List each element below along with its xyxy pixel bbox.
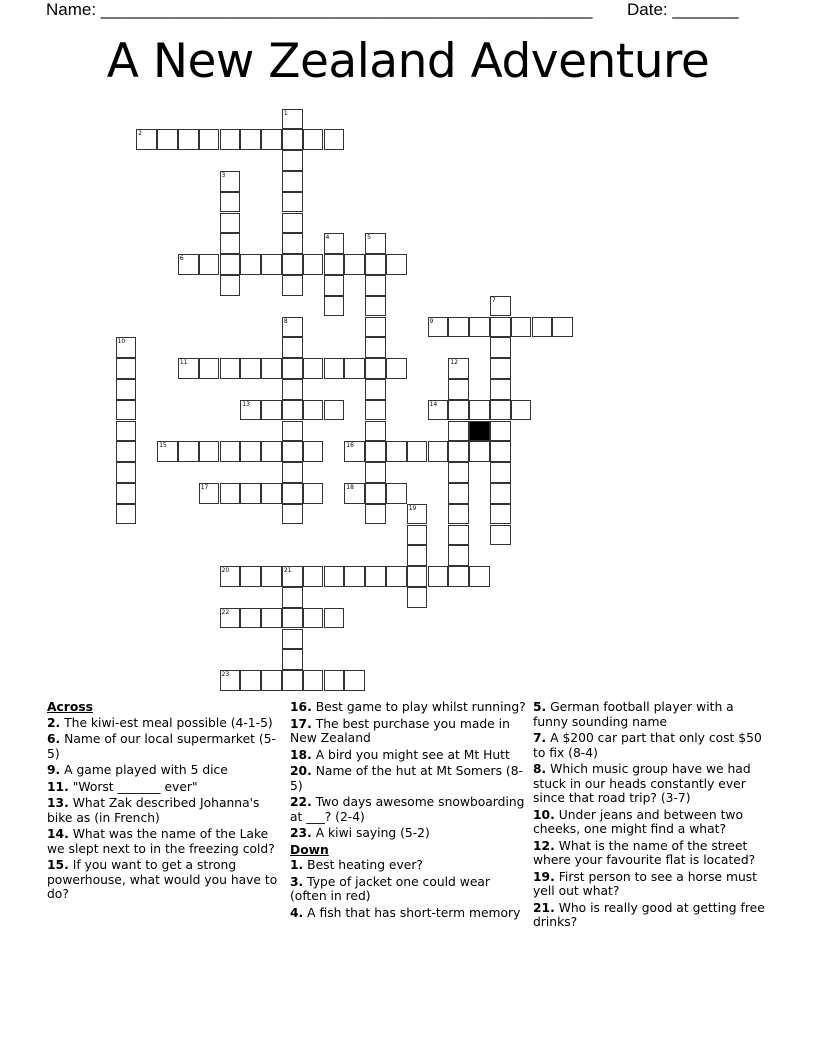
grid-cell[interactable] [240,566,261,587]
grid-cell[interactable] [199,129,220,150]
grid-cell[interactable] [178,358,199,379]
grid-cell[interactable] [324,129,345,150]
grid-cell[interactable] [324,254,345,275]
grid-cell[interactable] [240,608,261,629]
grid-cell[interactable] [490,296,511,317]
cell-number: 23 [221,671,230,679]
grid-cell[interactable] [365,275,386,296]
grid-cell[interactable] [490,462,511,483]
grid-cell[interactable] [282,317,303,338]
clue-down [290,858,528,873]
grid-cell[interactable] [344,441,365,462]
clue-number: 3. [290,874,304,889]
grid-cell[interactable] [220,358,241,379]
grid-cell[interactable] [490,504,511,525]
grid-cell[interactable] [511,400,532,421]
cell-number: 21 [283,567,292,575]
grid-cell[interactable] [199,358,220,379]
grid-cell[interactable] [220,483,241,504]
grid-cell[interactable] [490,379,511,400]
name-field-label: Name: ____________________________________________________ [46,0,593,19]
grid-cell[interactable] [365,337,386,358]
grid-cell[interactable] [282,649,303,670]
grid-cell[interactable] [282,483,303,504]
grid-cell[interactable] [407,441,428,462]
grid-cell[interactable] [448,545,469,566]
clue-number: 18. [290,747,312,762]
grid-cell[interactable] [282,358,303,379]
grid-cell[interactable] [261,358,282,379]
grid-cell[interactable] [282,192,303,213]
grid-cell[interactable] [116,441,137,462]
grid-cell[interactable] [386,483,407,504]
clue-across [290,717,528,746]
clue-across [290,700,528,715]
clue-down [533,731,771,760]
clue-number: 10. [533,807,555,822]
grid-cell[interactable] [303,483,324,504]
clue-text: Name of our local supermarket (5-5) [47,732,276,761]
grid-cell[interactable] [282,629,303,650]
grid-cell[interactable] [303,441,324,462]
clue-down [290,875,528,904]
clue-down [533,808,771,837]
grid-cell[interactable] [220,670,241,691]
grid-cell[interactable] [344,670,365,691]
clue-down [533,839,771,868]
clue-across [47,858,285,902]
clue-number: 23. [290,826,312,840]
grid-cell[interactable] [220,275,241,296]
clue-text: What Zak described Johanna's bike as (in French) [47,796,260,825]
clue-text: Best game to play whilst running? [315,700,526,714]
grid-cell[interactable] [448,441,469,462]
clue-across [290,795,528,824]
grid-cell[interactable] [282,400,303,421]
grid-cell[interactable] [365,504,386,525]
grid-cell[interactable] [220,566,241,587]
clue-number: 1. [290,858,304,872]
black-cell [469,421,490,442]
clue-text: The kiwi-est meal possible (4-1-5) [64,715,273,730]
cell-number: 13 [242,400,250,408]
down-heading: Down [290,842,329,857]
grid-cell[interactable] [282,129,303,150]
grid-cell[interactable] [116,421,137,442]
grid-cell[interactable] [448,400,469,421]
clue-down [533,762,771,806]
clue-text: A kiwi saying (5-2) [315,826,430,840]
grid-cell[interactable] [448,483,469,504]
grid-cell[interactable] [324,608,345,629]
clue-number: 2. [47,715,61,730]
grid-cell[interactable] [261,608,282,629]
grid-cell[interactable] [261,400,282,421]
grid-cell[interactable] [220,129,241,150]
clue-text: Two days awesome snowboarding at ___? (2-4) [290,795,525,824]
clue-number: 4. [290,905,304,920]
cell-number: 4 [325,234,330,242]
grid-cell[interactable] [490,525,511,546]
clue-text: If you want to get a strong powerhouse, what would you have to do? [47,858,278,901]
clue-text: Type of jacket one could wear (often in red) [290,874,490,903]
date-field-label: Date: _______ [627,0,739,19]
grid-cell[interactable] [344,566,365,587]
clue-number: 12. [533,838,555,853]
cell-number: 19 [408,504,417,512]
grid-cell[interactable] [220,213,241,234]
grid-cell[interactable] [220,171,241,192]
clue-across [47,827,285,856]
clue-text: A $200 car part that only cost $50 to fix (8-4) [533,731,762,760]
grid-cell[interactable] [199,441,220,462]
clue-text: A bird you might see at Mt Hutt [315,747,510,762]
grid-cell[interactable] [365,254,386,275]
grid-cell[interactable] [344,358,365,379]
grid-cell[interactable] [220,254,241,275]
cell-number: 15 [159,442,167,450]
grid-cell[interactable] [261,129,282,150]
clue-number: 14. [47,827,69,841]
clue-text: Which music group have we had stuck in our heads constantly ever since that road trip? (3-7) [533,762,751,805]
clue-number: 20. [290,764,312,778]
grid-cell[interactable] [282,337,303,358]
grid-cell[interactable] [220,608,241,629]
grid-cell[interactable] [261,254,282,275]
grid-cell[interactable] [303,670,324,691]
clue-across [290,826,528,841]
clue-down [533,901,771,930]
cell-number: 16 [346,442,354,450]
clue-number: 16. [290,700,312,714]
across-heading: Across [47,700,93,714]
grid-cell[interactable] [365,317,386,338]
grid-cell[interactable] [428,441,449,462]
grid-cell[interactable] [365,566,386,587]
grid-cell[interactable] [282,670,303,691]
cell-number: 10 [117,338,126,346]
cell-number: 8 [283,317,288,325]
grid-cell[interactable] [407,587,428,608]
clue-text: A fish that has short-term memory [307,905,521,920]
grid-cell[interactable] [282,213,303,234]
grid-cell[interactable] [178,129,199,150]
cell-number: 22 [221,608,230,616]
grid-cell[interactable] [116,358,137,379]
clue-number: 7. [533,731,547,745]
grid-cell[interactable] [240,358,261,379]
grid-cell[interactable] [303,358,324,379]
grid-cell[interactable] [344,254,365,275]
grid-cell[interactable] [490,421,511,442]
grid-cell[interactable] [490,358,511,379]
grid-cell[interactable] [324,358,345,379]
clue-down [290,906,528,921]
clue-number: 19. [533,869,555,884]
cell-number: 7 [491,296,496,304]
grid-cell[interactable] [365,441,386,462]
clue-down [533,870,771,899]
grid-cell[interactable] [469,566,490,587]
grid-cell[interactable] [324,400,345,421]
grid-cell[interactable] [490,483,511,504]
grid-cell[interactable] [490,317,511,338]
grid-cell[interactable] [448,358,469,379]
cell-number: 5 [367,234,371,242]
grid-cell[interactable] [199,483,220,504]
grid-cell[interactable] [240,254,261,275]
grid-cell[interactable] [282,441,303,462]
clue-number: 8. [533,762,547,776]
clue-across [47,780,285,795]
clue-text: What is the name of the street where your favourite flat is located? [533,838,756,867]
clue-number: 15. [47,858,69,872]
clue-across [290,764,528,793]
grid-cell[interactable] [240,400,261,421]
cell-number: 18 [346,483,354,491]
clues-column-1 [47,700,285,904]
cell-number: 2 [138,130,143,138]
grid-cell[interactable] [490,441,511,462]
grid-cell[interactable] [282,566,303,587]
grid-cell[interactable] [178,254,199,275]
grid-cell[interactable] [282,254,303,275]
grid-cell[interactable] [282,275,303,296]
grid-cell[interactable] [282,587,303,608]
clue-text: Under jeans and between two cheeks, one might find a what? [533,807,744,836]
clue-number: 11. [47,779,69,794]
grid-cell[interactable] [365,296,386,317]
grid-cell[interactable] [344,483,365,504]
grid-cell[interactable] [157,129,178,150]
grid-cell[interactable] [324,670,345,691]
clue-number: 13. [47,796,69,810]
clue-number: 6. [47,732,61,746]
grid-cell[interactable] [282,171,303,192]
grid-cell[interactable] [240,483,261,504]
grid-cell[interactable] [407,545,428,566]
grid-cell[interactable] [116,483,137,504]
cell-number: 14 [429,400,438,408]
grid-cell[interactable] [303,254,324,275]
clue-number: 21. [533,900,555,915]
grid-cell[interactable] [282,462,303,483]
grid-cell[interactable] [116,504,137,525]
grid-cell[interactable] [324,566,345,587]
grid-cell[interactable] [303,608,324,629]
grid-cell[interactable] [365,358,386,379]
grid-cell[interactable] [282,379,303,400]
grid-cell[interactable] [365,379,386,400]
clue-text: German football player with a funny sounding name [533,700,734,729]
clue-across [47,732,285,761]
grid-cell[interactable] [261,441,282,462]
clue-text: Name of the hut at Mt Somers (8-5) [290,764,523,793]
grid-cell[interactable] [428,566,449,587]
grid-cell[interactable] [365,421,386,442]
grid-cell[interactable] [428,400,449,421]
grid-cell[interactable] [240,441,261,462]
grid-cell[interactable] [116,462,137,483]
grid-cell[interactable] [157,441,178,462]
grid-cell[interactable] [303,400,324,421]
grid-cell[interactable] [386,254,407,275]
grid-cell[interactable] [282,109,303,130]
grid-cell[interactable] [365,233,386,254]
clue-number: 22. [290,795,312,809]
grid-cell[interactable] [178,441,199,462]
grid-cell[interactable] [240,129,261,150]
clue-text: What was the name of the Lake we slept next to in the freezing cold? [47,827,275,856]
grid-cell[interactable] [469,441,490,462]
clue-number: 17. [290,716,312,731]
cell-number: 11 [179,359,188,367]
clue-across [290,748,528,763]
grid-cell[interactable] [490,337,511,358]
grid-cell[interactable] [469,400,490,421]
grid-cell[interactable] [282,150,303,171]
grid-cell[interactable] [490,400,511,421]
grid-cell[interactable] [448,504,469,525]
clue-text: Who is really good at getting free drinks? [533,900,765,929]
grid-cell[interactable] [386,441,407,462]
grid-cell[interactable] [116,379,137,400]
grid-cell[interactable] [407,566,428,587]
grid-cell[interactable] [136,129,157,150]
clue-text: First person to see a horse must yell out what? [533,869,757,898]
grid-cell[interactable] [324,296,345,317]
grid-cell[interactable] [116,337,137,358]
grid-cell[interactable] [386,358,407,379]
grid-cell[interactable] [448,462,469,483]
grid-cell[interactable] [448,379,469,400]
clue-text: "Worst _______ ever" [72,779,198,794]
grid-cell[interactable] [261,483,282,504]
clue-text: A game played with 5 dice [64,763,228,777]
cell-number: 1 [283,109,288,117]
grid-cell[interactable] [407,525,428,546]
grid-cell[interactable] [282,233,303,254]
grid-cell[interactable] [448,317,469,338]
cell-number: 6 [179,255,184,263]
grid-cell[interactable] [469,317,490,338]
grid-cell[interactable] [448,421,469,442]
clue-across [47,796,285,825]
grid-cell[interactable] [282,608,303,629]
grid-cell[interactable] [240,670,261,691]
clues-column-2 [290,700,528,922]
grid-cell[interactable] [282,421,303,442]
grid-cell[interactable] [220,441,241,462]
clue-text: Best heating ever? [307,858,423,872]
grid-cell[interactable] [448,566,469,587]
grid-cell[interactable] [324,233,345,254]
grid-cell[interactable] [199,254,220,275]
clues-column-3 [533,700,771,932]
grid-cell[interactable] [552,317,573,338]
grid-cell[interactable] [365,462,386,483]
clue-number: 9. [47,763,61,777]
grid-cell[interactable] [116,400,137,421]
clue-number: 5. [533,700,547,714]
grid-cell[interactable] [386,566,407,587]
grid-cell[interactable] [365,400,386,421]
clue-across [47,763,285,778]
grid-cell[interactable] [532,317,553,338]
page-title: A New Zealand Adventure [106,34,710,89]
cell-number: 12 [450,359,458,367]
clue-down [533,700,771,729]
grid-cell[interactable] [220,233,241,254]
clue-text: The best purchase you made in New Zealand [290,716,510,745]
cell-number: 20 [221,567,230,575]
grid-cell[interactable] [511,317,532,338]
grid-cell[interactable] [428,317,449,338]
grid-cell[interactable] [303,129,324,150]
cell-number: 3 [221,171,226,179]
grid-cell[interactable] [303,566,324,587]
grid-cell[interactable] [365,483,386,504]
grid-cell[interactable] [282,504,303,525]
grid-cell[interactable] [220,192,241,213]
grid-cell[interactable] [324,275,345,296]
clue-across [47,716,285,731]
grid-cell[interactable] [407,504,428,525]
grid-cell[interactable] [448,525,469,546]
grid-cell[interactable] [261,670,282,691]
cell-number: 17 [200,483,209,491]
cell-number: 9 [429,317,434,325]
grid-cell[interactable] [261,566,282,587]
